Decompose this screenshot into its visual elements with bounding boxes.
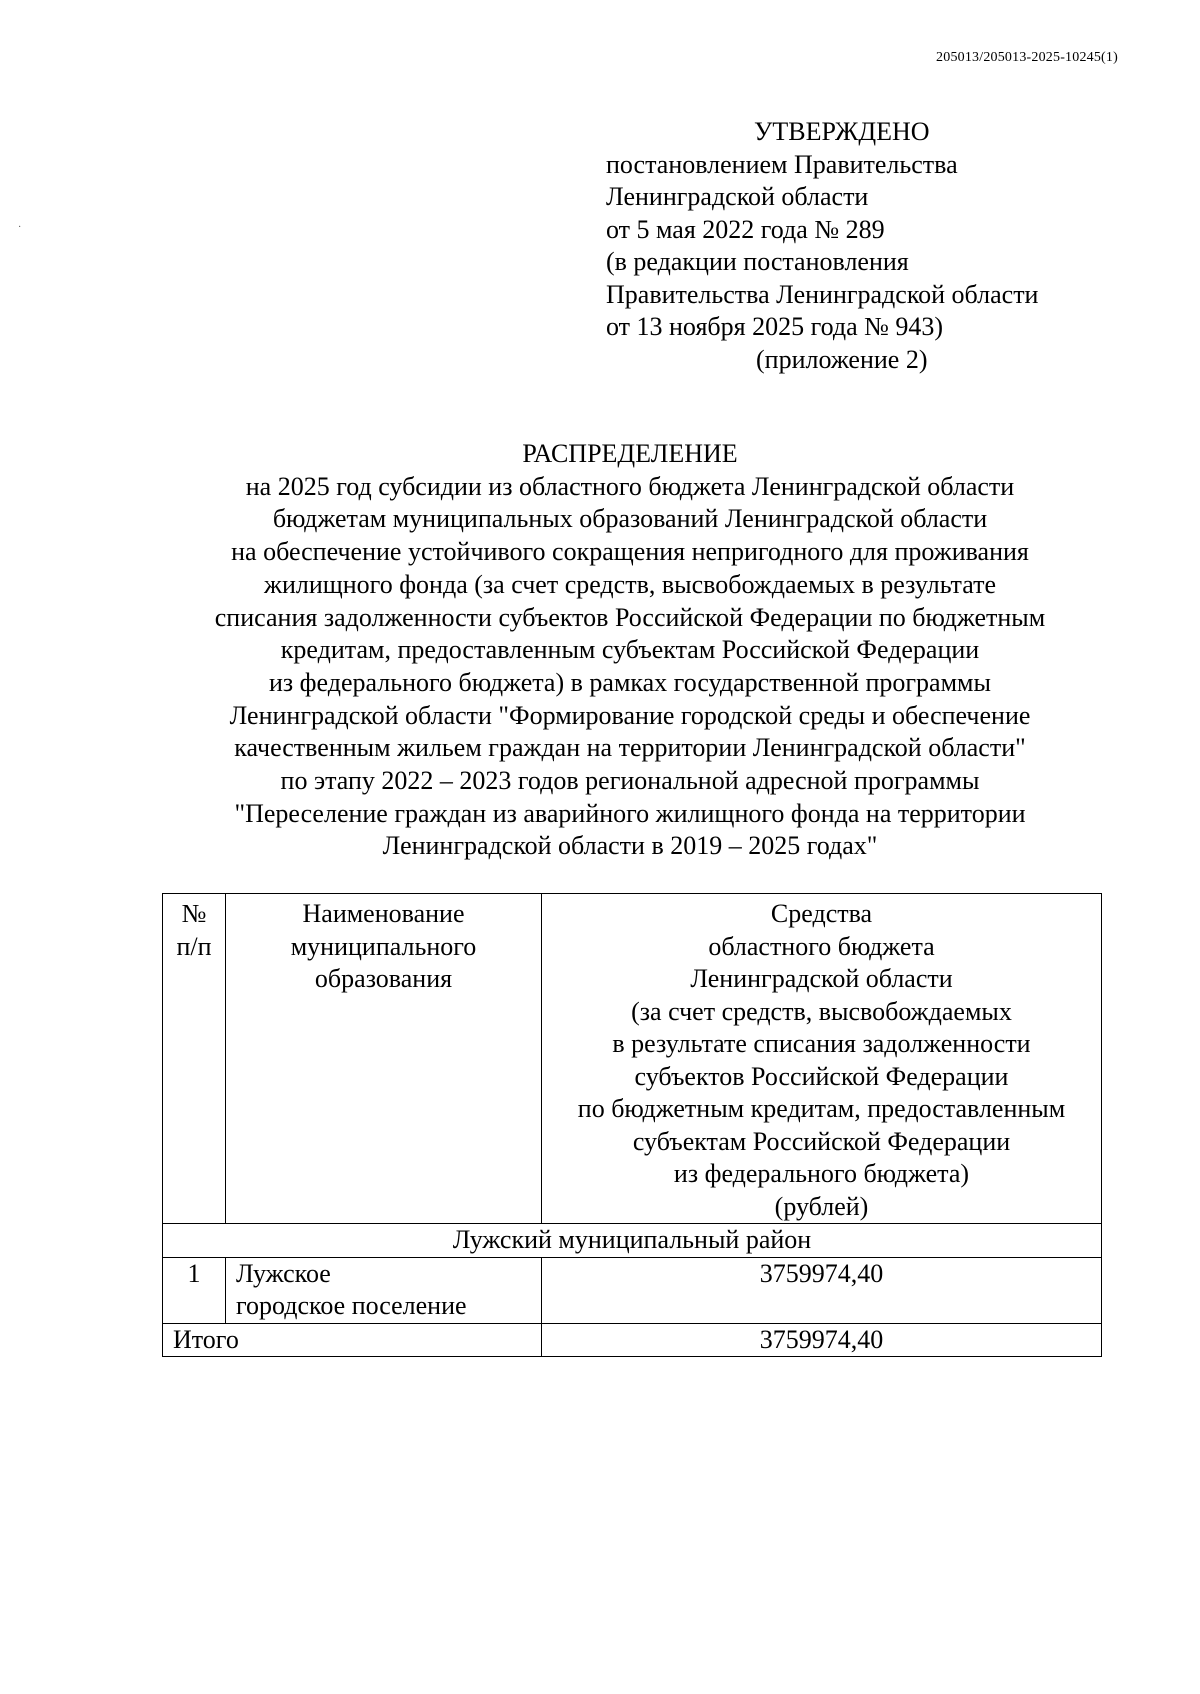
title-line: кредитам, предоставленным субъектам Российской Федерации <box>280 635 980 665</box>
header-funds-line: субъектам Российской Федерации <box>632 1126 1011 1156</box>
title-line: по этапу 2022 – 2023 годов региональной адресной программы <box>280 766 980 796</box>
total-row <box>163 1323 1102 1357</box>
header-funds-line: областного бюджета <box>708 931 935 961</box>
title-line: Ленинградской области в 2019 – 2025 годах" <box>382 831 878 861</box>
header-num-line: № <box>181 899 207 928</box>
appendix-label: (приложение 2) <box>756 344 928 374</box>
document-id: 205013/205013-2025-10245(1) <box>936 50 1118 65</box>
header-funds-line: из федерального бюджета) <box>673 1159 970 1188</box>
title-line: списания задолженности субъектов Российской Федерации по бюджетным <box>214 602 1046 632</box>
row-name-line: городское поселение <box>236 1291 467 1320</box>
header-municipality <box>226 894 542 1224</box>
approval-line: Правительства Ленинградской области <box>606 279 1039 309</box>
approved-heading: УТВЕРЖДЕНО <box>754 117 930 146</box>
total-amount: 3759974,40 <box>542 1323 1102 1357</box>
district-name: Лужский муниципальный район <box>163 1224 1102 1258</box>
row-municipality <box>226 1257 542 1323</box>
district-row <box>163 1224 1102 1258</box>
title-heading: РАСПРЕДЕЛЕНИЕ <box>522 439 738 468</box>
title-line: качественным жильем граждан на территории Ленинградской области" <box>234 733 1026 763</box>
total-label: Итого <box>163 1323 542 1357</box>
document-title <box>130 438 1130 863</box>
distribution-table <box>162 893 1102 1357</box>
title-line: бюджетам муниципальных образований Ленинградской области <box>272 504 988 534</box>
table-header-row <box>163 894 1102 1224</box>
header-funds-line: (рублей) <box>774 1191 869 1221</box>
approval-line: Ленинградской области <box>606 182 869 211</box>
header-name-line: муниципального <box>290 931 477 961</box>
scan-mark: · <box>18 222 22 233</box>
row-amount: 3759974,40 <box>542 1257 1102 1323</box>
header-funds-line: Ленинградской области <box>690 964 953 993</box>
title-line: на 2025 год субсидии из областного бюджета Ленинградской области <box>245 471 1015 501</box>
approval-line: (в редакции постановления <box>606 247 909 276</box>
header-name-line: образования <box>314 964 453 993</box>
title-line: "Переселение граждан из аварийного жилищного фонда на территории <box>234 798 1026 828</box>
row-number: 1 <box>163 1257 226 1323</box>
row-name-line: Лужское <box>236 1258 331 1288</box>
approval-line: от 5 мая 2022 года № 289 <box>606 214 885 244</box>
title-line: на обеспечение устойчивого сокращения непригодного для проживания <box>231 537 1029 567</box>
header-funds-line: (за счет средств, высвобождаемых <box>631 996 1012 1026</box>
title-line: из федерального бюджета) в рамках государственной программы <box>269 667 991 697</box>
approval-line: постановлением Правительства <box>606 149 958 179</box>
title-line: жилищного фонда (за счет средств, высвобождаемых в результате <box>263 569 997 599</box>
header-funds-line: по бюджетным кредитам, предоставленным <box>577 1094 1066 1123</box>
table-row <box>163 1257 1102 1323</box>
approval-line: от 13 ноября 2025 года № 943) <box>606 312 944 341</box>
header-funds-line: Средства <box>770 899 873 928</box>
title-line: Ленинградской области "Формирование городской среды и обеспечение <box>229 700 1031 730</box>
header-name-line: Наименование <box>302 899 465 928</box>
header-num-line: п/п <box>176 931 212 961</box>
approval-stamp <box>606 116 1126 376</box>
header-funds-line: в результате списания задолженности <box>612 1029 1031 1058</box>
header-num <box>163 894 226 1224</box>
header-funds <box>542 894 1102 1224</box>
header-funds-line: субъектов Российской Федерации <box>634 1061 1009 1091</box>
